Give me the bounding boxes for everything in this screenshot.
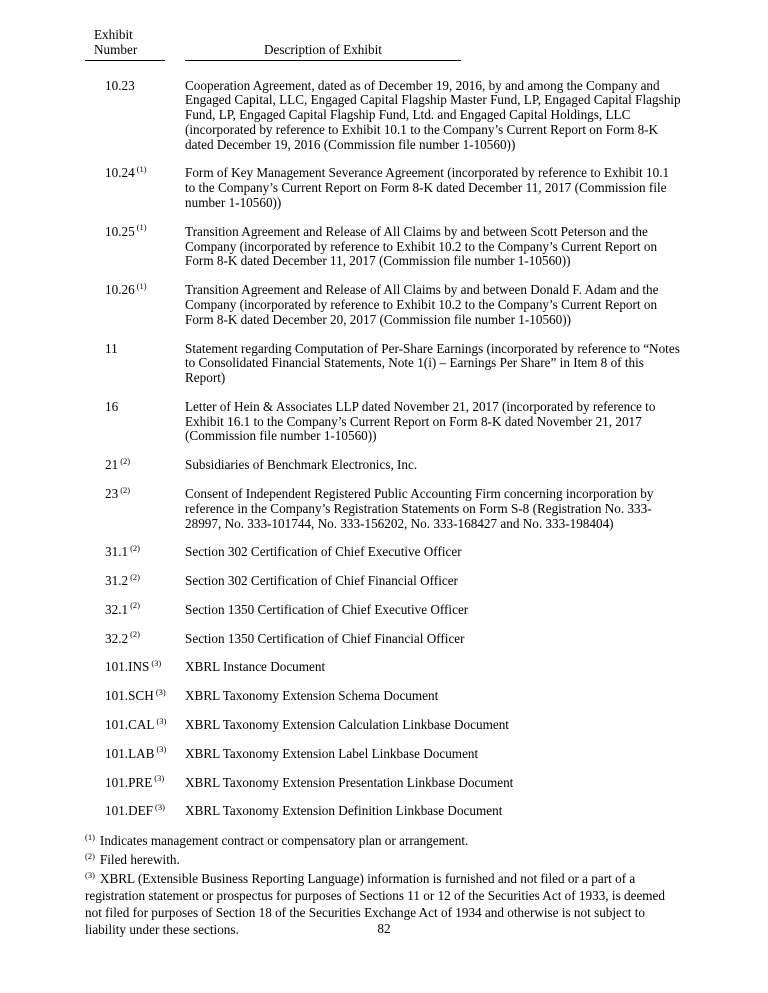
exhibit-number-header-cell bbox=[85, 28, 185, 61]
exhibit-row bbox=[85, 715, 682, 733]
exhibit-footnote-ref: (3) bbox=[156, 715, 167, 726]
exhibit-row bbox=[85, 660, 682, 675]
exhibit-number-cell bbox=[85, 166, 185, 210]
exhibit-footnote-ref: (2) bbox=[130, 542, 140, 553]
page-number: 82 bbox=[377, 921, 391, 937]
exhibit-number: 10.26 bbox=[105, 282, 135, 298]
exhibit-number: 101.INS bbox=[105, 659, 150, 675]
exhibit-description: Section 1350 Certification of Chief Executive Officer bbox=[185, 601, 469, 617]
exhibit-description: Letter of Hein & Associates LLP dated November 21, 2017 (incorporated by reference to Exhibit 16.1 to the Company’s Current Report on Form 8-K dated November 21, 2017 (Commission file number 1-10560)) bbox=[185, 398, 656, 444]
footnote-item bbox=[85, 833, 682, 850]
exhibit-row bbox=[85, 542, 682, 560]
exhibit-number: 101.CAL bbox=[105, 717, 155, 732]
exhibit-footnote-ref: (3) bbox=[155, 686, 166, 697]
footnote-marker: (1) bbox=[85, 831, 95, 842]
exhibit-description: XBRL Taxonomy Extension Calculation Linkbase Document bbox=[185, 717, 509, 732]
exhibit-footnote-ref: (3) bbox=[151, 658, 162, 669]
footnote-text: XBRL (Extensible Business Reporting Language) information is furnished and not filed or a part of a registration statement or prospectus for purposes of Sections 11 or 12 of the Securities Act of 1933, is deemed not filed for purposes of Section 18 of the Securities Exchange Act of 1934 and otherwise is not subject to liability under these sections. bbox=[85, 870, 665, 937]
exhibit-description: Statement regarding Computation of Per-Share Earnings (incorporated by reference to “Notes to Consolidated Financial Statements, Note 1(i) – Earnings Per Share” in Item 8 of this Report) bbox=[185, 340, 680, 386]
exhibit-footnote-ref: (1) bbox=[136, 222, 147, 233]
exhibit-number-cell bbox=[85, 222, 185, 269]
exhibit-number-cell bbox=[85, 455, 185, 473]
exhibit-number-cell bbox=[85, 280, 185, 327]
exhibit-number-cell bbox=[85, 629, 185, 647]
exhibit-description: XBRL Taxonomy Extension Presentation Linkbase Document bbox=[185, 774, 514, 790]
exhibit-row bbox=[85, 629, 682, 647]
exhibit-footnote-ref: (2) bbox=[120, 455, 131, 466]
exhibit-number: 31.1 bbox=[105, 544, 129, 560]
exhibit-description: Section 302 Certification of Chief Executive Officer bbox=[185, 544, 462, 560]
exhibit-number-header-line2: Number bbox=[94, 41, 138, 57]
exhibit-number: 101.LAB bbox=[105, 745, 155, 761]
exhibit-number-cell bbox=[85, 342, 185, 386]
exhibit-number-cell bbox=[85, 79, 185, 153]
exhibit-row bbox=[85, 400, 682, 444]
exhibit-row bbox=[85, 571, 682, 589]
exhibit-number-cell bbox=[85, 801, 185, 819]
exhibit-description: XBRL Taxonomy Extension Schema Document bbox=[185, 688, 439, 704]
exhibit-row bbox=[85, 773, 682, 791]
exhibit-footnote-ref: (3) bbox=[155, 801, 165, 812]
exhibit-description: XBRL Taxonomy Extension Definition Linkbase Document bbox=[185, 803, 503, 819]
exhibit-footnote-ref: (1) bbox=[136, 164, 147, 175]
footnote-text: Filed herewith. bbox=[99, 852, 180, 868]
exhibit-footnote-ref: (2) bbox=[130, 600, 140, 611]
exhibit-number: 101.DEF bbox=[105, 803, 153, 819]
exhibit-footnote-ref: (3) bbox=[154, 773, 165, 784]
exhibit-footnote-ref: (2) bbox=[130, 571, 140, 582]
exhibit-number-cell bbox=[85, 600, 185, 618]
exhibit-list bbox=[85, 79, 682, 820]
exhibit-row bbox=[85, 342, 682, 386]
exhibit-number: 16 bbox=[105, 398, 119, 414]
exhibit-number: 32.1 bbox=[105, 601, 129, 617]
exhibit-row bbox=[85, 280, 682, 327]
exhibit-number: 10.24 bbox=[105, 165, 135, 181]
exhibit-description: Consent of Independent Registered Public Accounting Firm concerning incorporation by reference in the Company’s Registration Statements on Form S-8 (Registration No. 333-28997, No. 333-101744, No. 333-156202, No. 333-168427 and No. 333-198404) bbox=[185, 485, 654, 531]
exhibit-description: XBRL Taxonomy Extension Label Linkbase Document bbox=[185, 745, 479, 761]
exhibit-footnote-ref: (2) bbox=[120, 484, 131, 495]
exhibit-row bbox=[85, 801, 682, 819]
exhibit-row bbox=[85, 744, 682, 762]
exhibit-description: Section 302 Certification of Chief Financial Officer bbox=[185, 573, 458, 589]
exhibit-number: 101.PRE bbox=[105, 774, 153, 790]
footnote-marker: (3) bbox=[85, 869, 95, 880]
exhibit-description: Transition Agreement and Release of All Claims by and between Scott Peterson and the Company (incorporated by reference to Exhibit 10.2 to the Company’s Current Report on Form 8-K dated December 11, 2017 (Commission file number 1-10560)) bbox=[185, 223, 658, 269]
exhibit-description: Cooperation Agreement, dated as of December 19, 2016, by and among the Company and Engaged Capital, LLC, Engaged Capital Flagship Master Fund, LP, Engaged Capital Flagship Fund, LP, Engaged Capital Flagship Fund, Ltd. and Engaged Capital Holdings, LLC (incorporated by reference to Exhibit 10.1 to the Company’s Current Report on Form 8-K dated December 19, 2016 (Commission file number 1-10560)) bbox=[185, 77, 681, 152]
exhibit-description: XBRL Instance Document bbox=[185, 659, 326, 675]
exhibit-number-cell bbox=[85, 715, 185, 733]
exhibit-number: 23 bbox=[105, 485, 119, 501]
exhibit-row bbox=[85, 484, 682, 531]
exhibit-number-cell bbox=[85, 400, 185, 444]
exhibit-number-header bbox=[85, 28, 165, 61]
exhibit-row bbox=[85, 455, 682, 473]
exhibit-number-cell bbox=[85, 484, 185, 531]
exhibit-row bbox=[85, 79, 682, 153]
exhibit-description: Section 1350 Certification of Chief Financial Officer bbox=[185, 630, 465, 646]
exhibit-number: 10.23 bbox=[105, 77, 135, 93]
exhibit-number-cell bbox=[85, 571, 185, 589]
exhibit-footnote-ref: (3) bbox=[156, 744, 167, 755]
exhibit-number: 31.2 bbox=[105, 573, 129, 589]
exhibit-number-cell bbox=[85, 686, 185, 704]
table-header bbox=[85, 28, 682, 61]
footnote-item bbox=[85, 852, 682, 869]
exhibit-number: 32.2 bbox=[105, 630, 129, 646]
exhibit-number-cell bbox=[85, 660, 185, 675]
exhibit-description: Subsidiaries of Benchmark Electronics, Inc. bbox=[185, 457, 418, 473]
exhibit-number: 11 bbox=[105, 340, 118, 356]
exhibit-description: Transition Agreement and Release of All Claims by and between Donald F. Adam and the Company (incorporated by reference to Exhibit 10.2 to the Company’s Current Report on Form 8-K dated December 20, 2017 (Commission file number 1-10560)) bbox=[185, 282, 659, 327]
exhibit-number: 101.SCH bbox=[105, 688, 154, 704]
exhibit-number: 10.25 bbox=[105, 223, 135, 239]
exhibit-number: 21 bbox=[105, 457, 119, 473]
exhibit-footnote-ref: (1) bbox=[136, 280, 147, 291]
exhibit-number-cell bbox=[85, 744, 185, 762]
exhibit-number-header-line1: Exhibit bbox=[94, 27, 133, 42]
description-of-exhibit-header: Description of Exhibit bbox=[185, 43, 461, 61]
footnote-text: Indicates management contract or compensatory plan or arrangement. bbox=[99, 833, 469, 849]
exhibit-description: Form of Key Management Severance Agreement (incorporated by reference to Exhibit 10.1 to the Company’s Current Report on Form 8-K dated December 11, 2017 (Commission file number 1-10560)) bbox=[185, 165, 670, 211]
exhibit-row bbox=[85, 166, 682, 210]
exhibit-row bbox=[85, 686, 682, 704]
exhibit-row bbox=[85, 600, 682, 618]
exhibit-number-cell bbox=[85, 773, 185, 791]
footnote-marker: (2) bbox=[85, 850, 95, 861]
exhibit-row bbox=[85, 222, 682, 269]
exhibit-number-cell bbox=[85, 542, 185, 560]
exhibit-footnote-ref: (2) bbox=[130, 629, 140, 640]
